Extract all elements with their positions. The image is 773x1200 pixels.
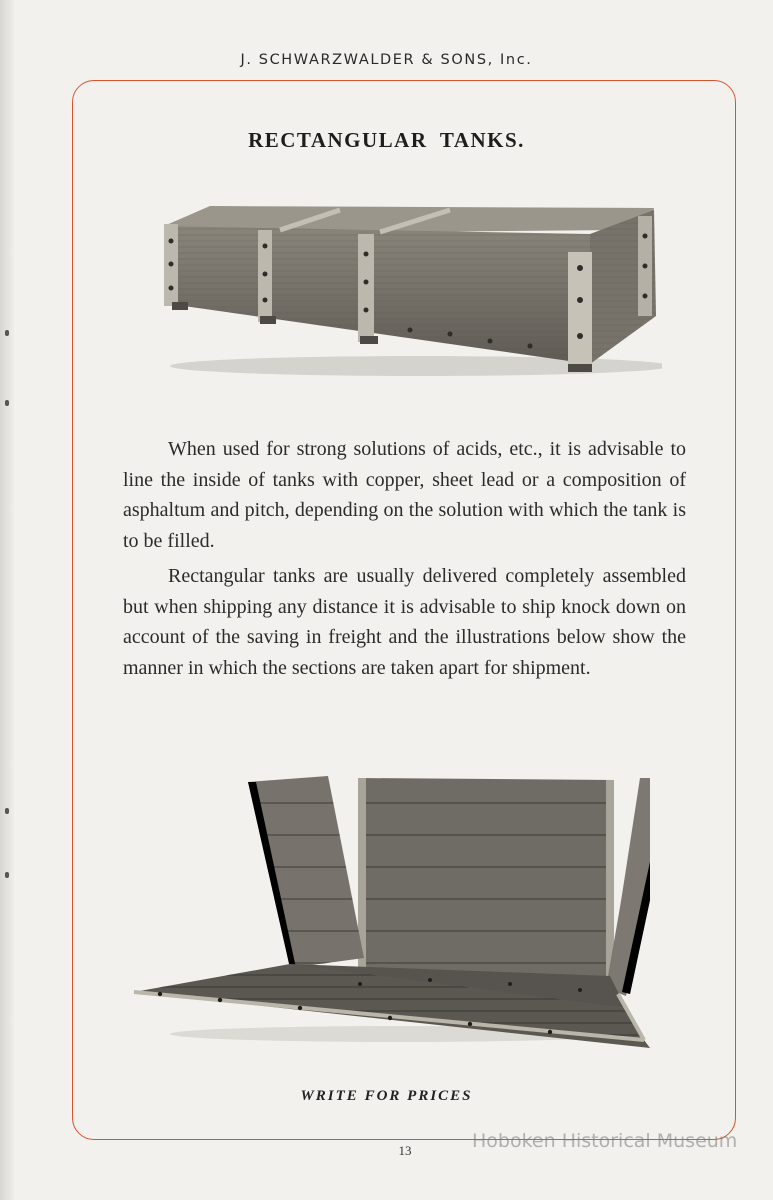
page-number: 13 (398, 1143, 412, 1158)
binding-hole (5, 400, 9, 406)
company-header: J. SCHWARZWALDER & SONS, Inc. (240, 52, 533, 68)
paragraph-2: Rectangular tanks are usually delivered completely assembled but when shipping any distance it is advisable to ship knock down on account of the saving in freight and the illustrations below show the manner in which the sections are taken apart for shipment. (123, 565, 686, 679)
museum-watermark: Hoboken Historical Museum (472, 1130, 738, 1152)
assembled-tank-illustration (150, 196, 662, 382)
paragraph-1: When used for strong solutions of acids, etc., it is advisable to line the inside of tanks with copper, sheet lead or a composition of asphaltum and pitch, depending on the solution with which the tank is to be filled. (123, 438, 686, 552)
binding-hole (5, 808, 9, 814)
write-for-prices: WRITE FOR PRICES (300, 1088, 473, 1104)
binding-hole (5, 330, 9, 336)
page-binding (0, 0, 14, 1200)
knockdown-tank-illustration (130, 772, 650, 1048)
binding-hole (5, 872, 9, 878)
page-title: RECTANGULAR TANKS. (248, 128, 525, 152)
